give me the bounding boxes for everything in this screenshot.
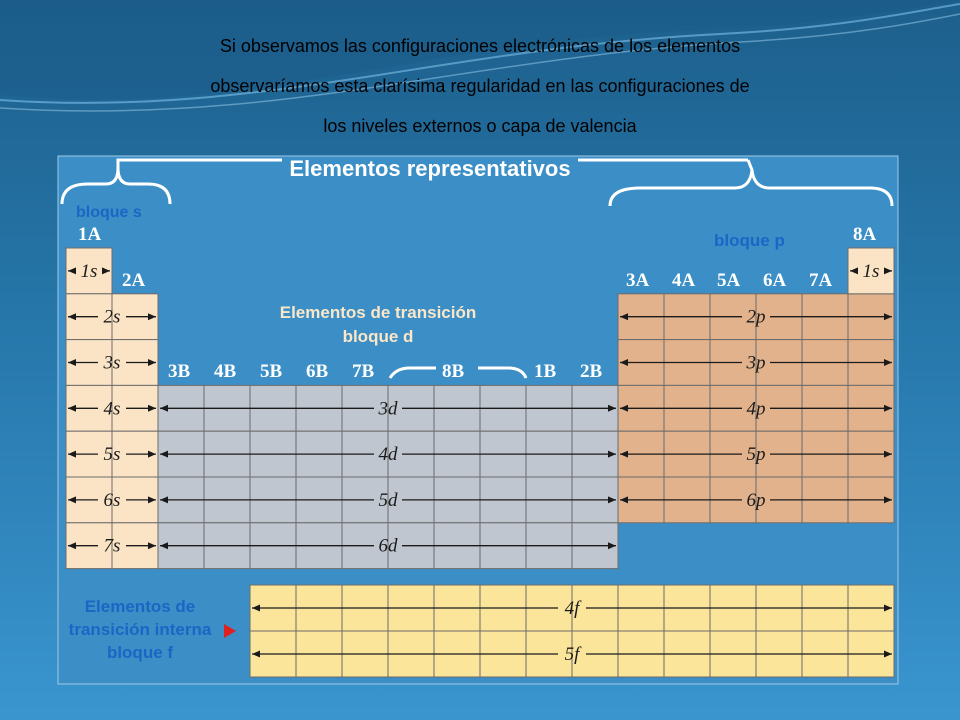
intro-line-2: observaríamos esta clarísima regularidad en las configuraciones de [210, 76, 750, 96]
bloque-s-label: bloque s [76, 204, 142, 221]
group-5B: 5B [260, 361, 283, 382]
orbital-arrow-2s-label: 2s [103, 306, 121, 328]
orbital-arrow-2p-label: 2p [746, 306, 766, 328]
representativos-label: Elementos representativos [289, 156, 571, 181]
interna-label-1: Elementos de [84, 597, 196, 616]
orbital-arrow-3p-label: 3p [746, 352, 766, 374]
orbital-arrow-7s-label: 7s [103, 535, 121, 557]
group-2B: 2B [580, 361, 603, 382]
transicion-label: Elementos de transición [279, 303, 477, 322]
group-2A: 2A [122, 270, 146, 291]
group-7A: 7A [809, 270, 833, 291]
group-5A: 5A [717, 270, 741, 291]
orbital-arrow-1s-label: 1s [80, 260, 98, 282]
group-1B: 1B [534, 361, 557, 382]
group-3A: 3A [626, 270, 650, 291]
bloque-d-label: bloque d [342, 327, 414, 346]
group-6A: 6A [763, 270, 787, 291]
group-4A: 4A [672, 270, 696, 291]
orbital-arrow-5s-label: 5s [103, 444, 121, 466]
intro-line-1: Si observamos las configuraciones electrónicas de los elementos [219, 36, 741, 56]
group-1A: 1A [78, 224, 102, 245]
orbital-arrow-3s-label: 3s [103, 352, 121, 374]
group-8A: 8A [853, 224, 877, 245]
intro-line-3: los niveles externos o capa de valencia [323, 116, 637, 136]
bloque-p-label: bloque p [714, 231, 785, 250]
group-8B: 8B [442, 361, 465, 382]
orbital-arrow-he-1s-label: 1s [862, 260, 880, 282]
orbital-arrow-4p-label: 4p [746, 398, 766, 420]
group-7B: 7B [352, 361, 375, 382]
orbital-arrow-5d-label: 5d [378, 489, 398, 511]
orbital-arrow-3d-label: 3d [378, 398, 398, 420]
orbital-arrow-6s-label: 6s [103, 489, 121, 511]
group-3B: 3B [168, 361, 191, 382]
orbital-arrow-6d-label: 6d [378, 535, 398, 557]
orbital-arrow-6p-label: 6p [746, 489, 766, 511]
group-6B: 6B [306, 361, 329, 382]
group-4B: 4B [214, 361, 237, 382]
orbital-arrow-5p-label: 5p [746, 444, 766, 466]
orbital-arrow-4d-label: 4d [378, 444, 398, 466]
orbital-arrow-4f-label: 4f [564, 598, 580, 619]
interna-label-3: bloque f [106, 643, 174, 662]
orbital-arrow-4s-label: 4s [103, 398, 121, 420]
orbital-arrow-5f-label: 5f [564, 644, 580, 665]
interna-label-2: transición interna [68, 620, 212, 639]
